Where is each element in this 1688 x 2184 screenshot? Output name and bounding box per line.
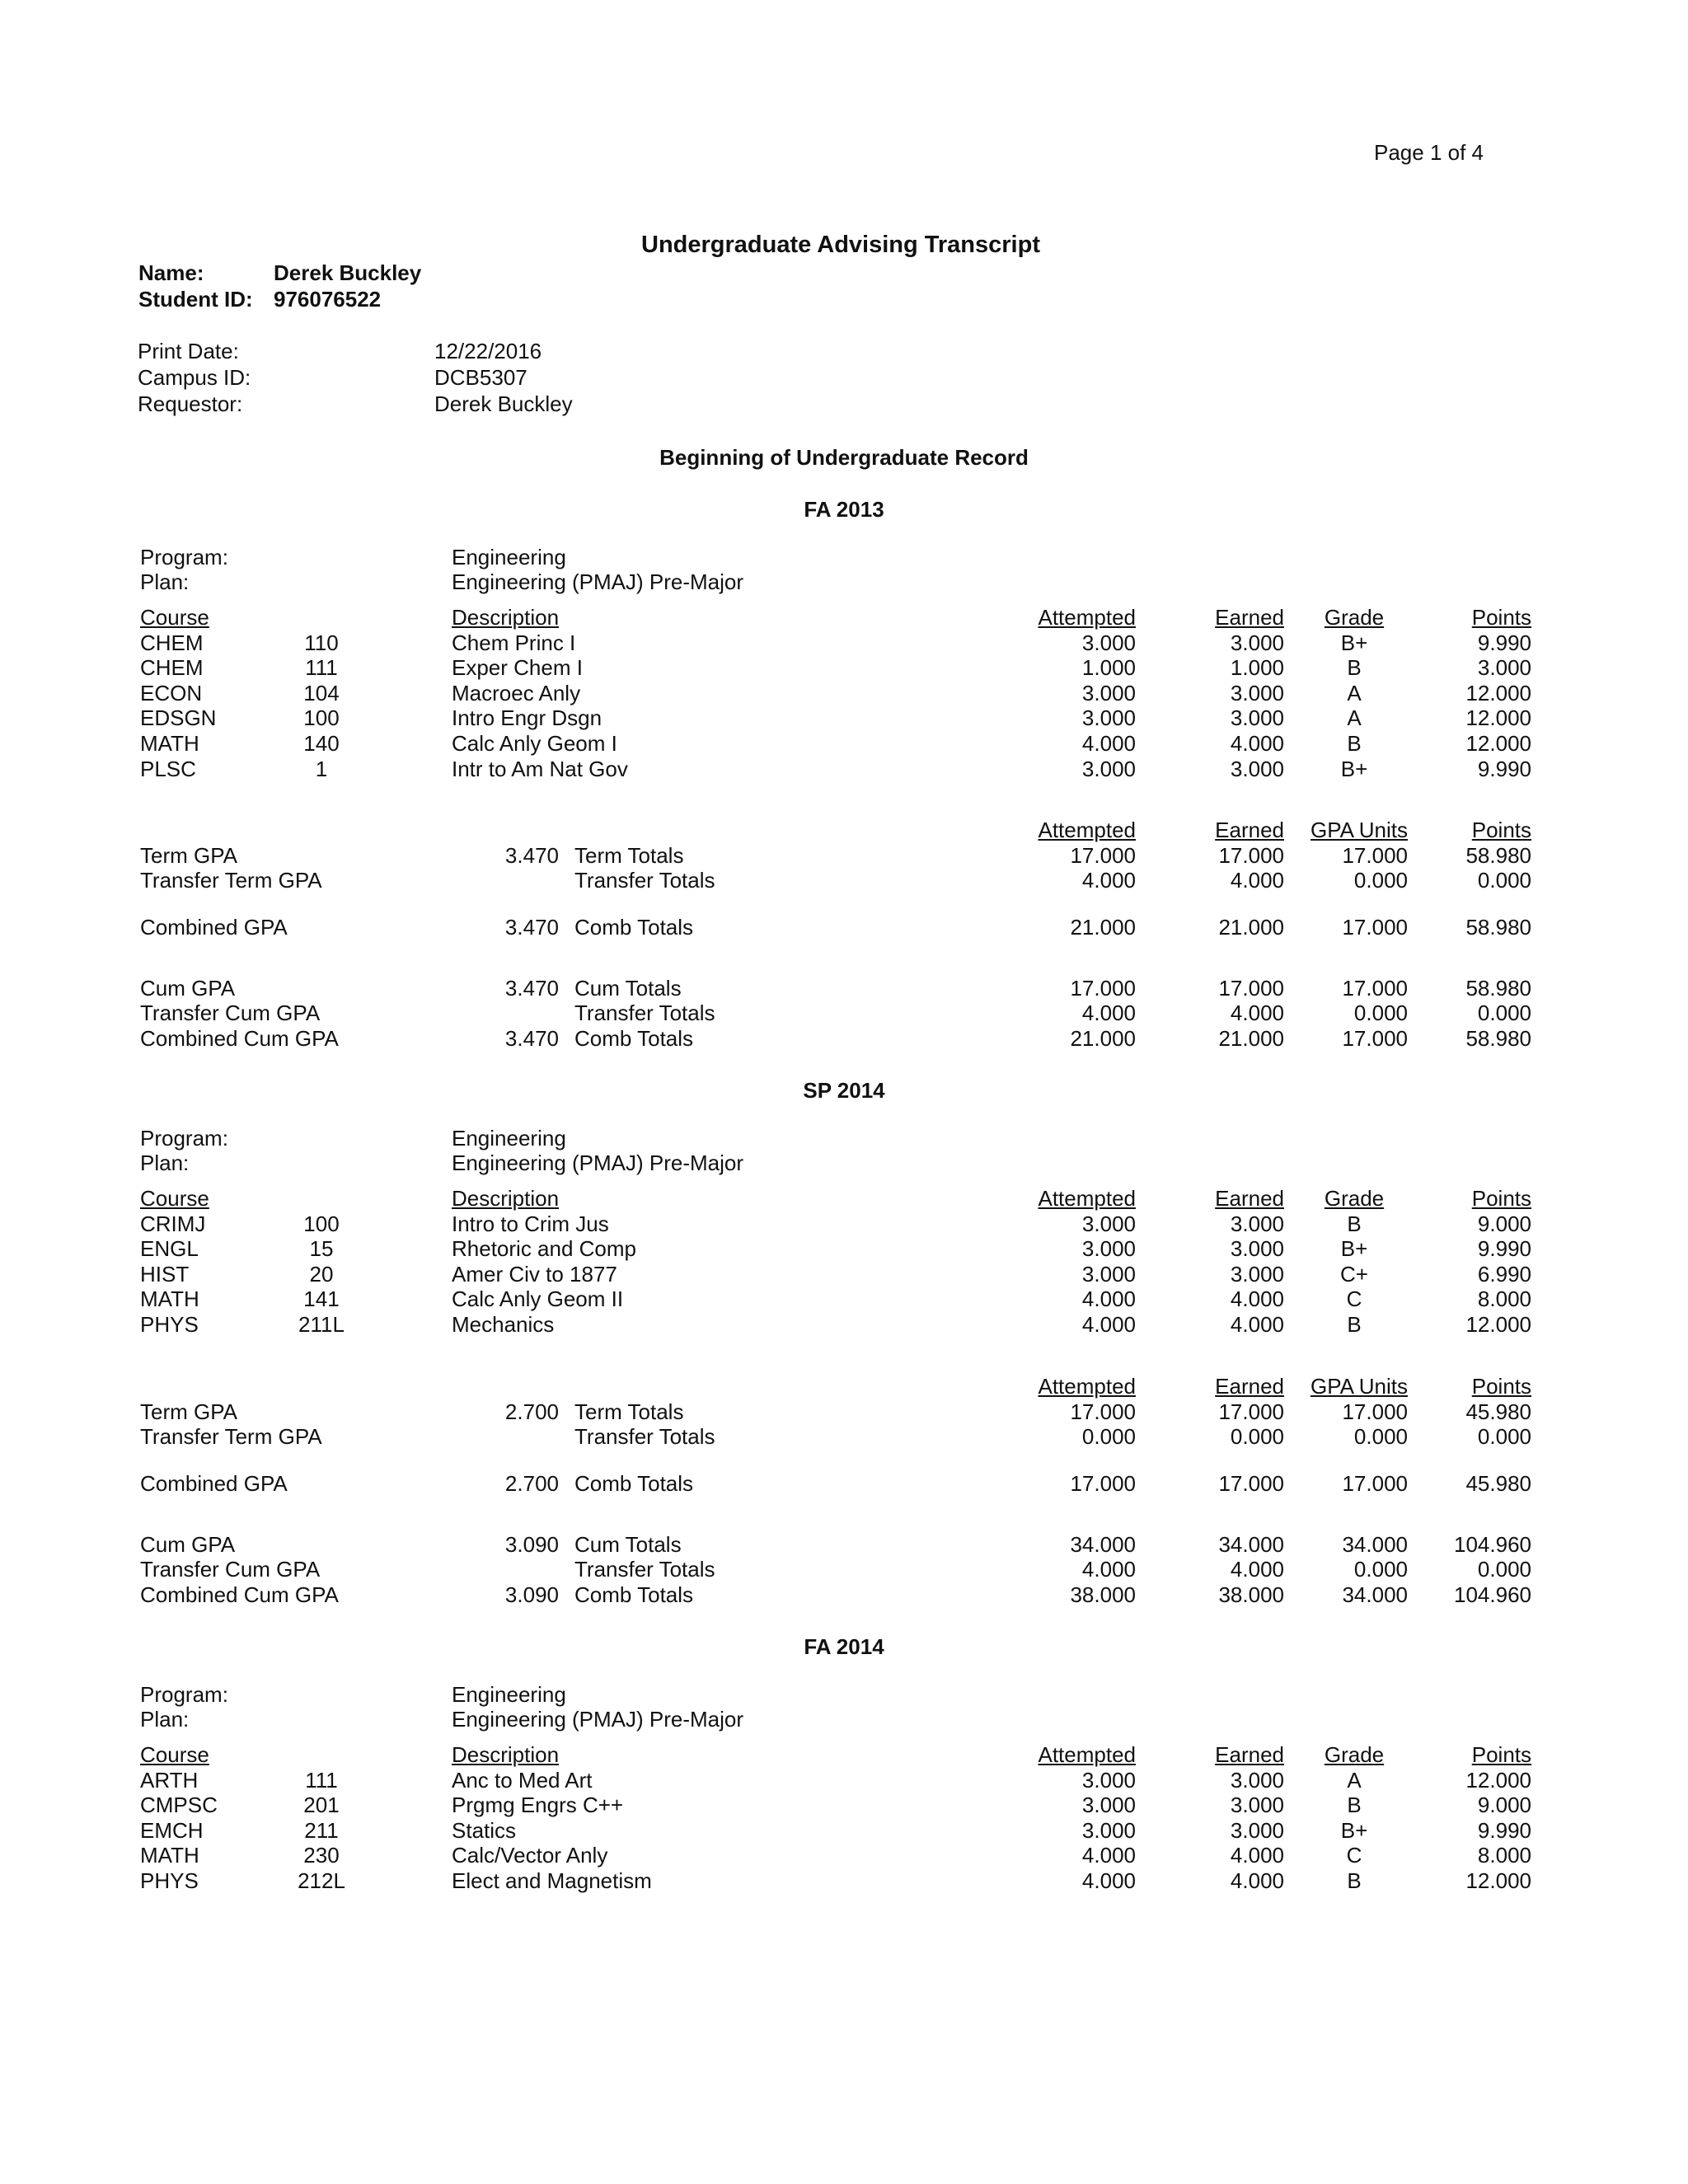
points-header: Points	[1471, 1186, 1531, 1211]
course-number: 1	[315, 756, 328, 781]
course-subject: MATH	[140, 1286, 199, 1312]
course-earned: 3.000	[1230, 1211, 1284, 1236]
course-description: Calc/Vector Anly	[452, 1843, 608, 1868]
meta-label: Campus ID:	[138, 365, 251, 390]
name-label: Name:	[138, 260, 204, 285]
course-subject: HIST	[140, 1261, 190, 1286]
meta-label: Requestor:	[138, 391, 243, 416]
course-number: 104	[303, 680, 340, 705]
course-attempted: 1.000	[1081, 655, 1136, 681]
course-number: 110	[304, 630, 339, 655]
program-label: Program:	[140, 1682, 228, 1707]
earned-header: Earned	[1215, 605, 1284, 630]
course-description: Exper Chem I	[452, 655, 583, 681]
student-id-label: Student ID:	[138, 287, 253, 312]
course-attempted: 3.000	[1081, 1817, 1136, 1843]
course-subject: PHYS	[140, 1312, 199, 1337]
course-grade: B+	[1340, 756, 1368, 781]
combined-gpa-label: Combined GPA	[140, 915, 288, 940]
cum-totals-attempted: 17.000	[1070, 976, 1136, 1001]
plan-value: Engineering (PMAJ) Pre-Major	[452, 1151, 744, 1175]
course-grade: A	[1347, 705, 1362, 731]
grade-header: Grade	[1324, 1186, 1385, 1211]
summary-attempted-header: Attempted	[1038, 818, 1136, 842]
transfer-cum-totals-attempted: 4.000	[1081, 1557, 1136, 1582]
program-value: Engineering	[452, 545, 566, 569]
transfer-cum-totals-label: Transfer Totals	[574, 1001, 715, 1025]
transfer-term-totals-earned: 0.000	[1230, 1424, 1284, 1449]
cum-gpa-label: Cum GPA	[140, 1532, 236, 1557]
combined-totals-gpa-units: 17.000	[1342, 915, 1408, 940]
cum-gpa-value: 3.090	[504, 1532, 559, 1557]
course-earned: 3.000	[1230, 1236, 1284, 1262]
combined-cum-totals-earned: 38.000	[1218, 1582, 1284, 1607]
course-description: Elect and Magnetism	[452, 1868, 652, 1893]
course-description: Rhetoric and Comp	[452, 1236, 636, 1262]
course-subject: EDSGN	[140, 705, 217, 731]
program-label: Program:	[140, 545, 228, 569]
course-grade: B+	[1340, 1817, 1368, 1843]
cum-totals-gpa-units: 34.000	[1342, 1532, 1408, 1557]
course-number: 211L	[298, 1312, 345, 1337]
combined-cum-totals-gpa-units: 34.000	[1342, 1582, 1408, 1607]
points-header: Points	[1471, 605, 1531, 630]
transfer-cum-totals-earned: 4.000	[1230, 1001, 1284, 1025]
course-description: Calc Anly Geom I	[452, 731, 617, 756]
course-earned: 3.000	[1230, 1817, 1284, 1843]
term-totals-label: Term Totals	[574, 1399, 684, 1424]
course-earned: 1.000	[1230, 655, 1284, 681]
transfer-cum-totals-earned: 4.000	[1230, 1557, 1284, 1582]
transfer-term-totals-earned: 4.000	[1230, 868, 1284, 893]
course-number: 211	[304, 1817, 339, 1843]
course-subject: ENGL	[140, 1236, 199, 1262]
combined-cum-gpa-value: 3.090	[504, 1582, 559, 1607]
course-attempted: 3.000	[1081, 1793, 1136, 1818]
description-header: Description	[452, 1742, 560, 1767]
combined-cum-totals-gpa-units: 17.000	[1342, 1026, 1408, 1051]
summary-attempted-header: Attempted	[1038, 1374, 1136, 1399]
combined-cum-totals-points: 104.960	[1454, 1582, 1531, 1607]
course-attempted: 3.000	[1081, 1236, 1136, 1262]
course-number: 141	[303, 1286, 340, 1312]
course-points: 12.000	[1465, 1868, 1531, 1893]
program-label: Program:	[140, 1126, 228, 1151]
combined-totals-label: Comb Totals	[574, 1471, 694, 1496]
combined-totals-earned: 17.000	[1218, 1471, 1284, 1496]
transfer-cum-totals-points: 0.000	[1477, 1001, 1531, 1025]
combined-totals-earned: 21.000	[1218, 915, 1284, 940]
course-subject: PLSC	[140, 756, 196, 781]
course-earned: 3.000	[1230, 630, 1284, 655]
cum-totals-points: 104.960	[1454, 1532, 1531, 1557]
course-earned: 4.000	[1230, 1843, 1284, 1868]
combined-cum-totals-label: Comb Totals	[574, 1026, 694, 1051]
transfer-term-totals-points: 0.000	[1477, 1424, 1531, 1449]
plan-label: Plan:	[140, 1707, 190, 1732]
course-attempted: 4.000	[1081, 1312, 1136, 1337]
course-earned: 3.000	[1230, 680, 1284, 705]
attempted-header: Attempted	[1038, 605, 1136, 630]
meta-label: Print Date:	[138, 339, 239, 363]
cum-gpa-label: Cum GPA	[140, 976, 236, 1001]
course-description: Mechanics	[452, 1312, 555, 1337]
course-points: 12.000	[1465, 731, 1531, 756]
course-points: 3.000	[1477, 655, 1531, 681]
course-header: Course	[140, 1186, 209, 1211]
name-value: Derek Buckley	[274, 260, 422, 285]
course-number: 15	[309, 1236, 334, 1262]
summary-gpa-units-header: GPA Units	[1310, 818, 1408, 842]
term-totals-gpa-units: 17.000	[1342, 843, 1408, 868]
plan-value: Engineering (PMAJ) Pre-Major	[452, 569, 744, 594]
transfer-term-totals-attempted: 0.000	[1081, 1424, 1136, 1449]
course-points: 9.990	[1477, 1817, 1531, 1843]
course-description: Amer Civ to 1877	[452, 1261, 617, 1286]
course-attempted: 3.000	[1081, 756, 1136, 781]
course-grade: C	[1346, 1843, 1362, 1868]
term-totals-earned: 17.000	[1218, 1399, 1284, 1424]
transfer-cum-totals-gpa-units: 0.000	[1353, 1001, 1408, 1025]
course-subject: EMCH	[140, 1817, 204, 1843]
course-number: 100	[303, 1211, 340, 1236]
course-attempted: 4.000	[1081, 1868, 1136, 1893]
course-number: 111	[305, 1767, 338, 1793]
course-points: 6.990	[1477, 1261, 1531, 1286]
transfer-term-gpa-label: Transfer Term GPA	[140, 1424, 322, 1449]
course-subject: ECON	[140, 680, 203, 705]
course-grade: B	[1347, 1868, 1362, 1893]
course-earned: 3.000	[1230, 1261, 1284, 1286]
course-grade: B	[1347, 1211, 1362, 1236]
course-subject: ARTH	[140, 1767, 199, 1793]
course-attempted: 4.000	[1081, 1843, 1136, 1868]
combined-cum-totals-earned: 21.000	[1218, 1026, 1284, 1051]
summary-gpa-units-header: GPA Units	[1310, 1374, 1408, 1399]
course-earned: 4.000	[1230, 1286, 1284, 1312]
course-description: Statics	[452, 1817, 517, 1843]
course-earned: 3.000	[1230, 1767, 1284, 1793]
course-earned: 4.000	[1230, 731, 1284, 756]
combined-cum-totals-points: 58.980	[1465, 1026, 1531, 1051]
plan-label: Plan:	[140, 569, 190, 594]
course-description: Chem Princ I	[452, 630, 576, 655]
course-attempted: 3.000	[1081, 630, 1136, 655]
term-totals-label: Term Totals	[574, 843, 684, 868]
course-attempted: 3.000	[1081, 1767, 1136, 1793]
course-description: Intro to Crim Jus	[452, 1211, 609, 1236]
combined-totals-points: 58.980	[1465, 915, 1531, 940]
course-earned: 3.000	[1230, 756, 1284, 781]
course-description: Calc Anly Geom II	[452, 1286, 624, 1312]
course-description: Intro Engr Dsgn	[452, 705, 603, 731]
description-header: Description	[452, 1186, 560, 1211]
transfer-term-totals-attempted: 4.000	[1081, 868, 1136, 893]
combined-cum-totals-attempted: 21.000	[1070, 1026, 1136, 1051]
summary-earned-header: Earned	[1215, 1374, 1284, 1399]
course-number: 201	[303, 1793, 340, 1818]
course-points: 12.000	[1465, 1312, 1531, 1337]
summary-points-header: Points	[1471, 1374, 1531, 1399]
combined-totals-attempted: 17.000	[1070, 1471, 1136, 1496]
course-earned: 4.000	[1230, 1312, 1284, 1337]
course-subject: MATH	[140, 1843, 199, 1868]
course-points: 9.000	[1477, 1793, 1531, 1818]
course-grade: C+	[1340, 1261, 1368, 1286]
combined-gpa-value: 2.700	[504, 1471, 559, 1496]
combined-gpa-label: Combined GPA	[140, 1471, 288, 1496]
course-subject: CHEM	[140, 630, 204, 655]
transfer-term-totals-gpa-units: 0.000	[1353, 1424, 1408, 1449]
cum-gpa-value: 3.470	[504, 976, 559, 1001]
term-totals-attempted: 17.000	[1070, 1399, 1136, 1424]
course-subject: CMPSC	[140, 1793, 218, 1818]
course-number: 111	[305, 655, 338, 681]
cum-totals-points: 58.980	[1465, 976, 1531, 1001]
course-subject: MATH	[140, 731, 199, 756]
attempted-header: Attempted	[1038, 1742, 1136, 1767]
course-points: 9.000	[1477, 1211, 1531, 1236]
course-grade: B	[1347, 1312, 1362, 1337]
combined-cum-totals-attempted: 38.000	[1070, 1582, 1136, 1607]
transfer-cum-gpa-label: Transfer Cum GPA	[140, 1001, 321, 1025]
cum-totals-earned: 34.000	[1218, 1532, 1284, 1557]
course-number: 230	[303, 1843, 340, 1868]
earned-header: Earned	[1215, 1742, 1284, 1767]
course-points: 9.990	[1477, 756, 1531, 781]
term-totals-gpa-units: 17.000	[1342, 1399, 1408, 1424]
course-grade: B	[1347, 731, 1362, 756]
transfer-term-totals-label: Transfer Totals	[574, 1424, 715, 1449]
term-heading: FA 2014	[804, 1634, 884, 1659]
transfer-cum-totals-gpa-units: 0.000	[1353, 1557, 1408, 1582]
combined-gpa-value: 3.470	[504, 915, 559, 940]
plan-label: Plan:	[140, 1151, 190, 1175]
page-number: Page 1 of 4	[1374, 140, 1484, 165]
student-id-value: 976076522	[274, 287, 382, 312]
course-earned: 3.000	[1230, 1793, 1284, 1818]
term-totals-earned: 17.000	[1218, 843, 1284, 868]
course-points: 8.000	[1477, 1843, 1531, 1868]
term-totals-points: 45.980	[1465, 1399, 1531, 1424]
course-subject: CRIMJ	[140, 1211, 206, 1236]
transfer-cum-totals-attempted: 4.000	[1081, 1001, 1136, 1025]
combined-totals-gpa-units: 17.000	[1342, 1471, 1408, 1496]
transfer-term-totals-label: Transfer Totals	[574, 868, 715, 893]
course-subject: CHEM	[140, 655, 204, 681]
course-description: Anc to Med Art	[452, 1767, 593, 1793]
term-totals-attempted: 17.000	[1070, 843, 1136, 868]
cum-totals-attempted: 34.000	[1070, 1532, 1136, 1557]
term-gpa-label: Term GPA	[140, 1399, 237, 1424]
course-description: Intr to Am Nat Gov	[452, 756, 628, 781]
transfer-cum-totals-points: 0.000	[1477, 1557, 1531, 1582]
course-points: 9.990	[1477, 1236, 1531, 1262]
course-grade: B	[1347, 655, 1362, 681]
term-gpa-value: 2.700	[504, 1399, 559, 1424]
combined-cum-gpa-label: Combined Cum GPA	[140, 1026, 339, 1051]
course-attempted: 4.000	[1081, 1286, 1136, 1312]
course-description: Prgmg Engrs C++	[452, 1793, 624, 1818]
program-value: Engineering	[452, 1682, 566, 1707]
course-attempted: 3.000	[1081, 1261, 1136, 1286]
course-grade: A	[1347, 680, 1362, 705]
transfer-term-gpa-label: Transfer Term GPA	[140, 868, 322, 893]
course-points: 12.000	[1465, 680, 1531, 705]
course-attempted: 3.000	[1081, 1211, 1136, 1236]
course-number: 20	[309, 1261, 334, 1286]
meta-value: 12/22/2016	[434, 339, 542, 363]
course-grade: B+	[1340, 1236, 1368, 1262]
course-earned: 3.000	[1230, 705, 1284, 731]
grade-header: Grade	[1324, 605, 1385, 630]
course-attempted: 4.000	[1081, 731, 1136, 756]
cum-totals-gpa-units: 17.000	[1342, 976, 1408, 1001]
combined-totals-label: Comb Totals	[574, 915, 694, 940]
transfer-term-totals-gpa-units: 0.000	[1353, 868, 1408, 893]
term-heading: SP 2014	[803, 1078, 885, 1103]
term-gpa-value: 3.470	[504, 843, 559, 868]
transfer-cum-gpa-label: Transfer Cum GPA	[140, 1557, 321, 1582]
course-points: 9.990	[1477, 630, 1531, 655]
course-attempted: 3.000	[1081, 680, 1136, 705]
course-header: Course	[140, 1742, 209, 1767]
transfer-cum-totals-label: Transfer Totals	[574, 1557, 715, 1582]
combined-cum-gpa-label: Combined Cum GPA	[140, 1582, 339, 1607]
course-points: 12.000	[1465, 705, 1531, 731]
cum-totals-earned: 17.000	[1218, 976, 1284, 1001]
page-title: Undergraduate Advising Transcript	[641, 232, 1040, 258]
points-header: Points	[1471, 1742, 1531, 1767]
course-attempted: 3.000	[1081, 705, 1136, 731]
course-description: Macroec Anly	[452, 680, 581, 705]
course-number: 212L	[298, 1868, 345, 1893]
earned-header: Earned	[1215, 1186, 1284, 1211]
summary-points-header: Points	[1471, 818, 1531, 842]
course-grade: A	[1347, 1767, 1362, 1793]
course-points: 12.000	[1465, 1767, 1531, 1793]
cum-totals-label: Cum Totals	[574, 1532, 682, 1557]
combined-cum-totals-label: Comb Totals	[574, 1582, 694, 1607]
course-grade: C	[1346, 1286, 1362, 1312]
course-header: Course	[140, 605, 209, 630]
meta-value: DCB5307	[434, 365, 528, 390]
term-totals-points: 58.980	[1465, 843, 1531, 868]
program-value: Engineering	[452, 1126, 566, 1151]
course-number: 140	[303, 731, 340, 756]
cum-totals-label: Cum Totals	[574, 976, 682, 1001]
course-grade: B+	[1340, 630, 1368, 655]
term-gpa-label: Term GPA	[140, 843, 237, 868]
combined-totals-attempted: 21.000	[1070, 915, 1136, 940]
term-heading: FA 2013	[804, 497, 884, 522]
attempted-header: Attempted	[1038, 1186, 1136, 1211]
record-heading: Beginning of Undergraduate Record	[659, 445, 1029, 470]
course-subject: PHYS	[140, 1868, 199, 1893]
plan-value: Engineering (PMAJ) Pre-Major	[452, 1707, 744, 1732]
summary-earned-header: Earned	[1215, 818, 1284, 842]
combined-cum-gpa-value: 3.470	[504, 1026, 559, 1051]
course-grade: B	[1347, 1793, 1362, 1818]
grade-header: Grade	[1324, 1742, 1385, 1767]
meta-value: Derek Buckley	[434, 391, 573, 416]
course-points: 8.000	[1477, 1286, 1531, 1312]
description-header: Description	[452, 605, 560, 630]
course-number: 100	[303, 705, 340, 731]
transfer-term-totals-points: 0.000	[1477, 868, 1531, 893]
combined-totals-points: 45.980	[1465, 1471, 1531, 1496]
course-earned: 4.000	[1230, 1868, 1284, 1893]
